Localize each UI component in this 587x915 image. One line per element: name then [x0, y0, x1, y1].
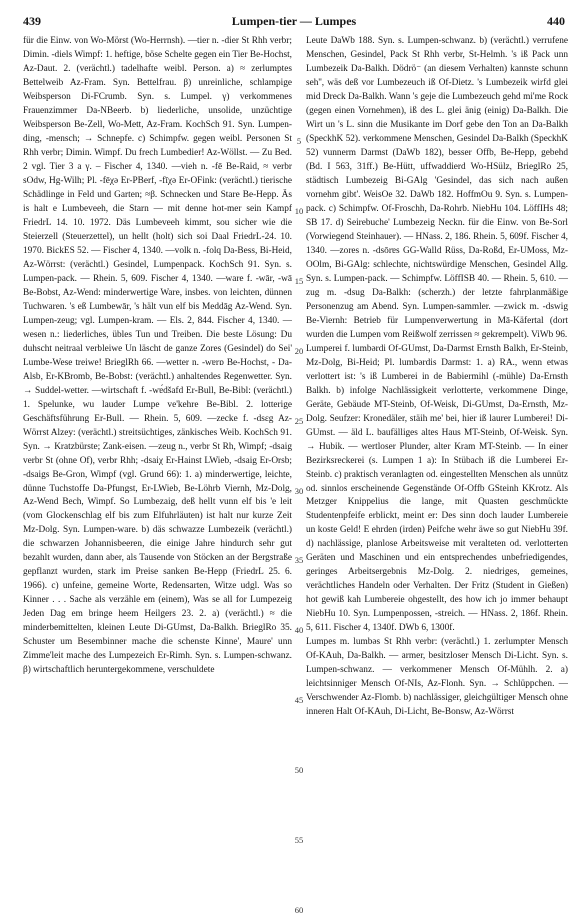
line-number: 10 — [294, 206, 304, 216]
line-number-gutter — [292, 35, 306, 915]
line-number: 20 — [294, 346, 304, 356]
line-number: 30 — [294, 486, 304, 496]
page-header — [23, 10, 565, 32]
entry-text: Lumperei f. lumbərdi Of-GUmst, Da-Darmst Ernsth Balkh, Er-Steinb, Mz-Dolg, Bi-Heid; Pl. lumbərdis Darmst: 1. a) RA., wenn etwas verlottert ist: 's iß Lumberei in de Babiermihl (-mühle) Da-Ernsth Balkh. b) infolge Nachlässigkeit verlotterte, verkommene Dinge, Geräte, Gebäude MT-Steinb, Of-Weisk, Di-GUmst, Da-Ernsth, Mz-Dolg. Seufzer: Kronedäler, stäih me' bei, hier iß laurer Lumberei! Di-GUmst. — äld L. baufälliges altes Haus MT-Steinb, Of-Weisk. Syn. → Hubik. — wertloser Plunder, alter Kram MT-Steinb. — In einer Bezirksreckerei (s. Lumpen 1 a): In Stübach iß die Lumberei Er-Steinb. c) praktisch veranlagten od. eingestellten Menschen als unnütz od. sinnlos erscheinende Gegenstände Of-Offb GSteinh KKrotz. Als Metzger Knippelius die lange, mit Quasten geschmückte Studentenpfeife erblickt, meint er: Des sinn doch lauder Lumbereie un koste Geld! E ehrden (irden) Peifche wehr äwe so gut NiebHu 39f. d) nachlässige, planlose Arbeitsweise mit veralteten od. verlotterten Geräten und Maschinen und ein entsprechendes unbefriedigendes, geringes Arbeitsergebnis Mz-Dolg. 2. niedriges, gemeines, verächtliches Handeln oder Verhalten. Der Fritz (Student in Gießen) hot gewiß kah Lumbereie ohgestellt, des how ich jo immer behaupt NiebHu 10. Syn. Lumpenpossen, -streich. — HNass. 2, 186f. Rhein. 5, 611. Fischer 4, 1340f. DWb 6, 1300f. — [306, 343, 568, 634]
line-number: 60 — [294, 905, 304, 915]
line-number: 35 — [294, 555, 304, 565]
line-number: 55 — [294, 835, 304, 845]
line-number: 40 — [294, 625, 304, 635]
line-number: 5 — [296, 136, 302, 146]
entry-text: für die Einw. von Wo-Mörst (Wo-Herrnsh). —tier n. -dier St Rhh verbr; Dimin. -diels Wimpf: 1. heftige, böse Schelte gegen ein Tier Be-Hochst, Az-Daut. 2. (verächtl.) tadelhafte weibl. Person. a) ≈ zerlumptes Bettelweib Az-Fram. Syn. Bettelfrau. β) unreinliche, schlampige Weibsperson Di-FCrumb. Syn. s. Lumpel. γ) verkommenes Frauenzimmer Da-NBeerb. b) liederliche, unsolide, unzüchtige Weibsperson Be-Zell, Wo-Mett, Az-Fram. KochSch 91. Syn. Lumpen-ding, -mensch; → Schnepfe. c) Schimpfw. gegen weibl. Personen St Rhh verbr; Dimin. Wimpf. Du frech Lumbedier! Az-Wöllst. — Zu Bed. 2 vgl. Tier 3 a γ. – Fischer 4, 1340. —vieh n. -fē Be-Raid, ≈ verbr sOdw, Hg-Wilh; Pl. -fēχə Er-PBerf, -fīχə Er-OFink: (verächtl.) tierische Schädlinge in Feld und Garten; ≈β. Schnecken und Stare Be-Hepp. Äs is halt e Lumbeveeh, die Starn — mit denne hot-mer sein Kampf FriedrL 14. 10. 1972. Däs Lumbeveeh kimmt, sou sicher wie die Steierzell (Steuerzettel), un hellt (holt) sich soi Daal FriedrL-24. 10. 1970. BickES 52. — Fischer 4, 1340. —volk n. -folq Da-Bess, Bi-Heid, Az-Wörrst: (verächtl.) Gesindel, Lumpenpack. KochSch 91. Syn. s. Lumpen-pack. — Rhein. 5, 609. Fischer 4, 1340. —ware f. -wār, -wā Be-Bobst, Az-Wend: minderwertige Ware, insbes. von leichten, dünnen Tuchwaren. 's eß Lumbewār, 's hält vun elf bis Meddāg Az-Wend. Syn. Lumpen-zeug; vgl. Lumpen-kram. — Els. 2, 844. Fischer 4, 1340. —wesen n.: liederliches, übles Tun und Treiben. Die beste Lösung: Du duhscht neitraal verbleiwe Un läscht de ganze Zores (Gesindel) do Sei' Lumbe-Wese treiwe! BrieglRh 66. —wetter n. -wɐrɒ Be-Hochst, - Da-Alsb, Er-KBromb, Be-Bobst: (verächtl.) anhaltendes Regenwetter. Syn. → Suddel-wetter. —wirtschaft f. -wɐ́dšafd Er-Bull, Be-Bibl: (verächtl.) 1. Spelunke, wu lauder Lumpe ve'kehre Be-Bibl. 2. lotterige Geschäftsführung Er-Bull. — Rhein. 5, 609. —zecke f. -dsɛg Az-Wörrst Alzey: (verächtl.) streitsüchtiges, zänkisches Weib. KochSch 91. Syn. → Kratzbürste; Zank-eisen. —zeug n., verbr St Rh, Wimpf; -dsaig verbr St (ohne Of), verbr Rhh; -dsaiχ Er-Hainst LWieb, -dsaig Er-Orsb; -dsaigs Be-Gron, Wimpf (vgl. Grund 66): 1. a) minderwertige, leichte, dünne Tuchstoffe Da-Pfungst, Er-LWieb, Be-Löhrb Viernh, Mz-Dolg, Az-Wend Bech, Wimpf. So Lumbezaig, deß hellt vunn elf bis 'e leit (vom Glockenschlag elf bis zum Elfuhrläuten) ist halt nur kurze Zeit Mz-Dolg. Syn. Lumpen-ware. b) däs schwazze Lumbezeik (verächtl.) die schwarzen Johannisbeeren, die einige Jahre hindurch sehr gut bezahlt wurden, dann aber, als Tausende von Stöcken an der Bergstraße gepflanzt wurden, stark im Preise sanken Be-Hepp (FriedrL 25. 6. 1966). c) unfeine, gemeine Worte, Redensarten, Witze udgl. Was so Kinner . . . Sache als verzähle em (einem), Was se all for Lumpezeig Jeden Dag em bringe heem Heilgers 23. 2. a) (verächtl.) ≈ die minderbemittelten, kleinen Leute Di-GUmst, Da-Balkh. BrieglRo 35. Schuster um Besembinner mache die schenste Kinne', Maure' unn Zimme'leit mache des Lumpezeich Er-Rimh. Syn. s. Lumpen-schwanz. β) wirtschaftlich heruntergekommene, verschuldete — [23, 36, 292, 676]
line-number: 25 — [294, 416, 304, 426]
right-column — [306, 35, 568, 903]
entry-text: Leute DaWb 188. Syn. s. Lumpen-schwanz. b) (verächtl.) verrufene Menschen, Gesindel, Pack St Rhh verbr, St-Helmh. 's iß Pack unn Lumbezeik Da-Balkh. Dödrö⁻ (an diesem Verhalten) kannste schunn seh'', wäs deß vor Lumbezeuch iß Of-Dietz. 's Lumbezeik wirfd glei mid Dreck Da-Balkh. Wann 's geje die Lumbezeuch gehd mi'me Rock (gegen einen Vornehmen), iß des L. glei änig (einig) Da-Balkh. Die Wirt un 's L. sinn die Musikante im Dorf gebe den Ton an Da-Balkh (SpeckhK 52). verkommene Menschen, Gesindel Da-Balkh (SpeckhK 52) vunnerm Darmst (DaWb 182), besser Offb, Be-Hepp, gebehd (Bd. I 563, 31ff.) Be-Hütt, uffwaddierd Wo-HSülz, BrieglRo 25, städtisch Lumbezeig Bi-GAlg 'Gesindel, das sich nach außen vornehm gibt'. WeisOe 32. DaWb 182. HoffmOu 9. Syn. s. Lumpen-pack. c) Schimpfw. Of-Froschh, Da-Rohrb. NiebHu 104. LöffIHs 48; SB 17. d) Seirebuche' Lumbezeig Neckn. für die Einw. von Be-Sorl (Vorwiegend Steinhauer). — HNass. 2, 186. Rhein. 5, 609f. Fischer 4, 1340. —zores n. -dsōrɐs GG-Walld Rüss, Da-Roßd, Er-UMoss, Mz-OOlm, Bi-GAlg: schlechte, nichtswürdige Menschen, Gesindel Allg. Syn. s. Lumpen-pack. — Schimpfw. LöffISB 40. — Rhein. 5, 610. —zug m. -dsug Da-Balkh: (scherzh.) der letzte fahrplanmäßige Personenzug am Abend. Syn. Lumpen-sammler. —zwick m. -dswig Be-Viernh: Betrieb für Lumpenverwertung in Mā-Käfertal (dort wurden die Lumpen vom Reißwolf zerrissen ≈ gekrempelt). ViWb 96. — [306, 36, 568, 340]
line-number: 15 — [294, 276, 304, 286]
running-head: Lumpen-tier — Lumpes — [231, 14, 357, 28]
line-number: 50 — [294, 765, 304, 775]
line-number: 45 — [294, 695, 304, 705]
left-column — [23, 35, 292, 903]
page-number-right: 440 — [547, 14, 565, 28]
page-number-left: 439 — [23, 14, 41, 28]
entry-text: Lumpes m. lumbəs St Rhh verbr: (verächtl.) 1. zerlumpter Mensch Of-KAuh, Da-Balkh. — armer, besitzloser Mensch Di-Licht. Syn. s. Lumpen-schwanz. — verkommener Mensch Of-Mühlh. 2. a) leichtsinniger Mensch Of-NIs, Az-Flonh. Syn. → Schlüppchen. — Verschwender Az-Flomb. b) nachlässiger, gleichgültiger Mensch ohne inneren Halt Of-KAuh, Di-Licht, Be-Bonsw, Az-Wörrst — [306, 637, 568, 718]
